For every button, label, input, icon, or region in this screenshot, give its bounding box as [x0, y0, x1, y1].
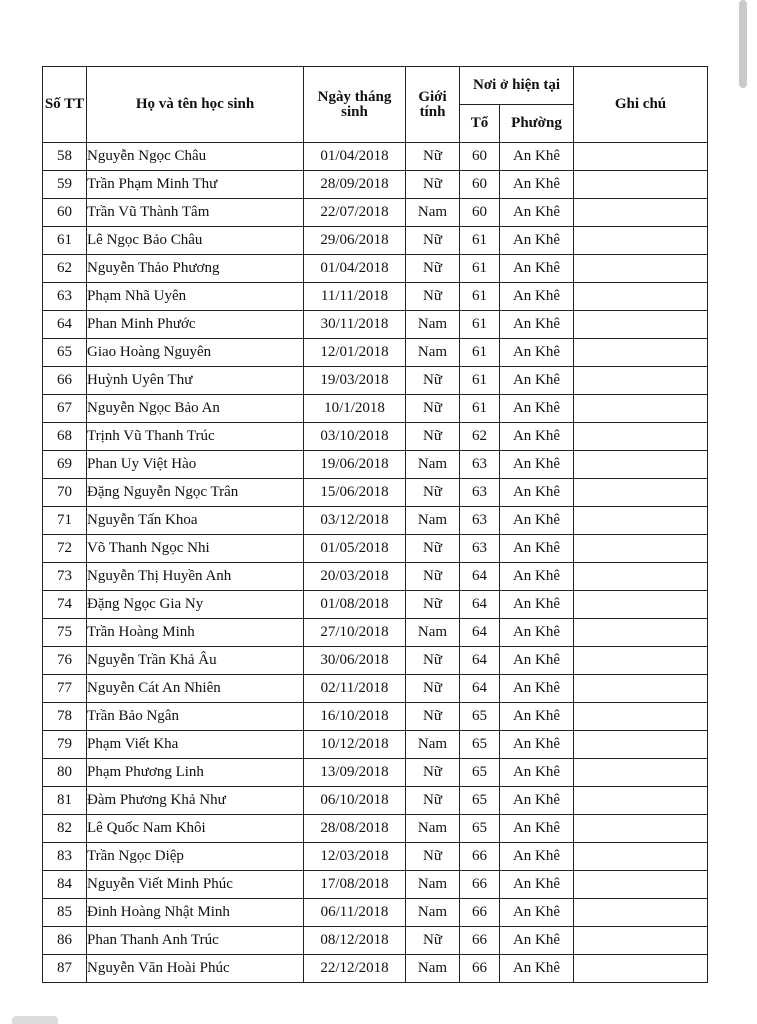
cell-note — [574, 479, 708, 507]
cell-sex: Nữ — [406, 591, 460, 619]
cell-sex: Nữ — [406, 255, 460, 283]
cell-name: Trần Hoàng Minh — [87, 619, 304, 647]
cell-name: Trần Bảo Ngân — [87, 703, 304, 731]
cell-sex: Nam — [406, 955, 460, 983]
table-row — [43, 843, 708, 871]
cell-dob: 11/11/2018 — [304, 283, 406, 311]
table-row — [43, 535, 708, 563]
cell-ward: An Khê — [500, 675, 574, 703]
cell-name: Trịnh Vũ Thanh Trúc — [87, 423, 304, 451]
cell-ward: An Khê — [500, 339, 574, 367]
cell-name: Phạm Viết Kha — [87, 731, 304, 759]
cell-ward: An Khê — [500, 843, 574, 871]
table-row — [43, 395, 708, 423]
cell-dob: 28/08/2018 — [304, 815, 406, 843]
table-row — [43, 927, 708, 955]
cell-sex: Nam — [406, 731, 460, 759]
cell-dob: 01/08/2018 — [304, 591, 406, 619]
cell-ward: An Khê — [500, 395, 574, 423]
cell-name: Phạm Nhã Uyên — [87, 283, 304, 311]
cell-ward: An Khê — [500, 227, 574, 255]
table-row — [43, 479, 708, 507]
cell-note — [574, 507, 708, 535]
student-list-table — [42, 66, 708, 983]
cell-stt: 64 — [43, 311, 87, 339]
cell-name: Trần Ngọc Diệp — [87, 843, 304, 871]
cell-to: 61 — [460, 339, 500, 367]
cell-to: 65 — [460, 703, 500, 731]
cell-to: 65 — [460, 731, 500, 759]
cell-name: Trần Phạm Minh Thư — [87, 171, 304, 199]
cell-sex: Nữ — [406, 227, 460, 255]
cell-stt: 71 — [43, 507, 87, 535]
vertical-scrollbar[interactable] — [739, 0, 747, 88]
cell-sex: Nữ — [406, 647, 460, 675]
cell-note — [574, 199, 708, 227]
cell-stt: 63 — [43, 283, 87, 311]
cell-sex: Nữ — [406, 367, 460, 395]
cell-sex: Nữ — [406, 703, 460, 731]
cell-note — [574, 619, 708, 647]
cell-sex: Nam — [406, 815, 460, 843]
table-row — [43, 591, 708, 619]
table-row — [43, 731, 708, 759]
cell-sex: Nam — [406, 339, 460, 367]
cell-dob: 02/11/2018 — [304, 675, 406, 703]
cell-stt: 75 — [43, 619, 87, 647]
cell-name: Phan Uy Việt Hào — [87, 451, 304, 479]
cell-note — [574, 787, 708, 815]
cell-sex: Nữ — [406, 787, 460, 815]
cell-stt: 80 — [43, 759, 87, 787]
cell-dob: 17/08/2018 — [304, 871, 406, 899]
cell-note — [574, 451, 708, 479]
cell-to: 63 — [460, 479, 500, 507]
table-row — [43, 227, 708, 255]
cell-sex: Nữ — [406, 283, 460, 311]
cell-dob: 06/11/2018 — [304, 899, 406, 927]
cell-note — [574, 759, 708, 787]
cell-note — [574, 927, 708, 955]
table-row — [43, 171, 708, 199]
cell-name: Võ Thanh Ngọc Nhi — [87, 535, 304, 563]
table-row — [43, 283, 708, 311]
cell-to: 61 — [460, 227, 500, 255]
cell-ward: An Khê — [500, 591, 574, 619]
cell-ward: An Khê — [500, 815, 574, 843]
cell-name: Huỳnh Uyên Thư — [87, 367, 304, 395]
cell-sex: Nam — [406, 899, 460, 927]
cell-to: 64 — [460, 647, 500, 675]
table-row — [43, 451, 708, 479]
cell-to: 66 — [460, 899, 500, 927]
bottom-scroll-handle[interactable] — [12, 1016, 58, 1024]
cell-note — [574, 675, 708, 703]
cell-ward: An Khê — [500, 507, 574, 535]
cell-to: 64 — [460, 563, 500, 591]
cell-stt: 66 — [43, 367, 87, 395]
cell-ward: An Khê — [500, 731, 574, 759]
cell-to: 63 — [460, 535, 500, 563]
cell-ward: An Khê — [500, 927, 574, 955]
table-row — [43, 507, 708, 535]
cell-ward: An Khê — [500, 479, 574, 507]
cell-sex: Nam — [406, 451, 460, 479]
header-row — [43, 67, 708, 105]
cell-stt: 60 — [43, 199, 87, 227]
cell-sex: Nam — [406, 311, 460, 339]
cell-dob: 01/04/2018 — [304, 143, 406, 171]
cell-to: 66 — [460, 871, 500, 899]
cell-dob: 19/03/2018 — [304, 367, 406, 395]
header-to: Tổ — [460, 105, 500, 143]
header-note: Ghi chú — [574, 67, 708, 143]
cell-name: Nguyễn Tấn Khoa — [87, 507, 304, 535]
cell-stt: 68 — [43, 423, 87, 451]
cell-stt: 72 — [43, 535, 87, 563]
cell-note — [574, 843, 708, 871]
cell-dob: 30/11/2018 — [304, 311, 406, 339]
header-dob: Ngày tháng sinh — [304, 67, 406, 143]
cell-stt: 87 — [43, 955, 87, 983]
table-row — [43, 759, 708, 787]
cell-name: Nguyễn Thị Huyền Anh — [87, 563, 304, 591]
table-row — [43, 255, 708, 283]
cell-sex: Nữ — [406, 843, 460, 871]
cell-note — [574, 367, 708, 395]
cell-to: 61 — [460, 395, 500, 423]
cell-note — [574, 563, 708, 591]
cell-name: Nguyễn Ngọc Bảo An — [87, 395, 304, 423]
cell-stt: 65 — [43, 339, 87, 367]
cell-name: Trần Vũ Thành Tâm — [87, 199, 304, 227]
cell-note — [574, 815, 708, 843]
cell-to: 61 — [460, 283, 500, 311]
cell-to: 65 — [460, 815, 500, 843]
cell-sex: Nam — [406, 871, 460, 899]
cell-to: 61 — [460, 367, 500, 395]
cell-dob: 28/09/2018 — [304, 171, 406, 199]
cell-sex: Nữ — [406, 675, 460, 703]
header-name: Họ và tên học sinh — [87, 67, 304, 143]
header-stt: Số TT — [43, 67, 87, 143]
cell-note — [574, 311, 708, 339]
cell-to: 65 — [460, 759, 500, 787]
cell-note — [574, 395, 708, 423]
cell-ward: An Khê — [500, 283, 574, 311]
cell-to: 64 — [460, 675, 500, 703]
cell-ward: An Khê — [500, 619, 574, 647]
header-sex: Giới tính — [406, 67, 460, 143]
cell-note — [574, 143, 708, 171]
cell-note — [574, 255, 708, 283]
cell-name: Phan Minh Phước — [87, 311, 304, 339]
cell-name: Nguyễn Trần Khả Âu — [87, 647, 304, 675]
cell-dob: 03/10/2018 — [304, 423, 406, 451]
cell-name: Phạm Phương Linh — [87, 759, 304, 787]
cell-sex: Nữ — [406, 535, 460, 563]
cell-to: 66 — [460, 843, 500, 871]
cell-note — [574, 955, 708, 983]
cell-stt: 74 — [43, 591, 87, 619]
cell-dob: 20/03/2018 — [304, 563, 406, 591]
table-row — [43, 871, 708, 899]
cell-to: 61 — [460, 255, 500, 283]
cell-sex: Nữ — [406, 927, 460, 955]
cell-sex: Nam — [406, 507, 460, 535]
cell-dob: 12/01/2018 — [304, 339, 406, 367]
cell-stt: 69 — [43, 451, 87, 479]
cell-to: 66 — [460, 955, 500, 983]
cell-ward: An Khê — [500, 311, 574, 339]
cell-dob: 08/12/2018 — [304, 927, 406, 955]
cell-sex: Nữ — [406, 395, 460, 423]
table-row — [43, 647, 708, 675]
cell-dob: 10/1/2018 — [304, 395, 406, 423]
cell-sex: Nữ — [406, 171, 460, 199]
cell-name: Nguyễn Cát An Nhiên — [87, 675, 304, 703]
table-row — [43, 339, 708, 367]
cell-dob: 01/04/2018 — [304, 255, 406, 283]
cell-dob: 30/06/2018 — [304, 647, 406, 675]
table-body — [43, 143, 708, 983]
cell-to: 66 — [460, 927, 500, 955]
cell-stt: 76 — [43, 647, 87, 675]
cell-stt: 86 — [43, 927, 87, 955]
cell-name: Nguyễn Ngọc Châu — [87, 143, 304, 171]
cell-ward: An Khê — [500, 535, 574, 563]
cell-to: 60 — [460, 199, 500, 227]
cell-name: Lê Ngọc Bảo Châu — [87, 227, 304, 255]
cell-dob: 06/10/2018 — [304, 787, 406, 815]
cell-name: Lê Quốc Nam Khôi — [87, 815, 304, 843]
cell-ward: An Khê — [500, 955, 574, 983]
cell-dob: 13/09/2018 — [304, 759, 406, 787]
table-row — [43, 563, 708, 591]
cell-to: 61 — [460, 311, 500, 339]
cell-stt: 85 — [43, 899, 87, 927]
cell-dob: 01/05/2018 — [304, 535, 406, 563]
cell-stt: 84 — [43, 871, 87, 899]
cell-note — [574, 171, 708, 199]
table-row — [43, 199, 708, 227]
cell-name: Giao Hoàng Nguyên — [87, 339, 304, 367]
cell-note — [574, 871, 708, 899]
cell-stt: 82 — [43, 815, 87, 843]
cell-ward: An Khê — [500, 899, 574, 927]
cell-to: 63 — [460, 507, 500, 535]
cell-stt: 81 — [43, 787, 87, 815]
cell-dob: 16/10/2018 — [304, 703, 406, 731]
table-row — [43, 955, 708, 983]
cell-stt: 70 — [43, 479, 87, 507]
cell-note — [574, 227, 708, 255]
table-row — [43, 703, 708, 731]
table-row — [43, 787, 708, 815]
cell-stt: 73 — [43, 563, 87, 591]
table-row — [43, 619, 708, 647]
cell-dob: 15/06/2018 — [304, 479, 406, 507]
cell-note — [574, 283, 708, 311]
cell-note — [574, 591, 708, 619]
table-row — [43, 815, 708, 843]
table-row — [43, 899, 708, 927]
cell-ward: An Khê — [500, 787, 574, 815]
cell-ward: An Khê — [500, 171, 574, 199]
cell-ward: An Khê — [500, 199, 574, 227]
cell-ward: An Khê — [500, 647, 574, 675]
cell-ward: An Khê — [500, 563, 574, 591]
cell-note — [574, 703, 708, 731]
cell-name: Đinh Hoàng Nhật Minh — [87, 899, 304, 927]
cell-ward: An Khê — [500, 255, 574, 283]
table-row — [43, 143, 708, 171]
table-row — [43, 675, 708, 703]
cell-name: Đàm Phương Khả Như — [87, 787, 304, 815]
cell-stt: 62 — [43, 255, 87, 283]
cell-stt: 77 — [43, 675, 87, 703]
cell-dob: 12/03/2018 — [304, 843, 406, 871]
table-row — [43, 367, 708, 395]
cell-sex: Nữ — [406, 423, 460, 451]
cell-sex: Nữ — [406, 759, 460, 787]
cell-stt: 59 — [43, 171, 87, 199]
cell-to: 60 — [460, 143, 500, 171]
cell-ward: An Khê — [500, 143, 574, 171]
cell-note — [574, 647, 708, 675]
header-ward: Phường — [500, 105, 574, 143]
cell-sex: Nữ — [406, 143, 460, 171]
cell-stt: 61 — [43, 227, 87, 255]
cell-dob: 10/12/2018 — [304, 731, 406, 759]
cell-to: 60 — [460, 171, 500, 199]
cell-sex: Nam — [406, 199, 460, 227]
cell-dob: 27/10/2018 — [304, 619, 406, 647]
cell-note — [574, 899, 708, 927]
cell-to: 63 — [460, 451, 500, 479]
cell-ward: An Khê — [500, 451, 574, 479]
cell-to: 64 — [460, 619, 500, 647]
header-residence: Nơi ở hiện tại — [460, 67, 574, 105]
cell-name: Nguyễn Văn Hoài Phúc — [87, 955, 304, 983]
table-row — [43, 423, 708, 451]
cell-dob: 19/06/2018 — [304, 451, 406, 479]
cell-ward: An Khê — [500, 759, 574, 787]
cell-note — [574, 535, 708, 563]
cell-ward: An Khê — [500, 423, 574, 451]
cell-stt: 67 — [43, 395, 87, 423]
cell-sex: Nữ — [406, 479, 460, 507]
cell-sex: Nam — [406, 619, 460, 647]
cell-name: Phan Thanh Anh Trúc — [87, 927, 304, 955]
cell-stt: 83 — [43, 843, 87, 871]
cell-sex: Nữ — [406, 563, 460, 591]
cell-to: 64 — [460, 591, 500, 619]
cell-ward: An Khê — [500, 871, 574, 899]
cell-stt: 78 — [43, 703, 87, 731]
cell-name: Đặng Nguyễn Ngọc Trân — [87, 479, 304, 507]
cell-note — [574, 339, 708, 367]
cell-name: Nguyễn Thảo Phương — [87, 255, 304, 283]
cell-to: 62 — [460, 423, 500, 451]
cell-stt: 79 — [43, 731, 87, 759]
cell-dob: 29/06/2018 — [304, 227, 406, 255]
cell-name: Nguyễn Viết Minh Phúc — [87, 871, 304, 899]
table-row — [43, 311, 708, 339]
cell-note — [574, 731, 708, 759]
cell-dob: 22/12/2018 — [304, 955, 406, 983]
cell-to: 65 — [460, 787, 500, 815]
cell-ward: An Khê — [500, 703, 574, 731]
cell-dob: 22/07/2018 — [304, 199, 406, 227]
cell-note — [574, 423, 708, 451]
cell-name: Đặng Ngọc Gia Ny — [87, 591, 304, 619]
cell-ward: An Khê — [500, 367, 574, 395]
cell-dob: 03/12/2018 — [304, 507, 406, 535]
cell-stt: 58 — [43, 143, 87, 171]
